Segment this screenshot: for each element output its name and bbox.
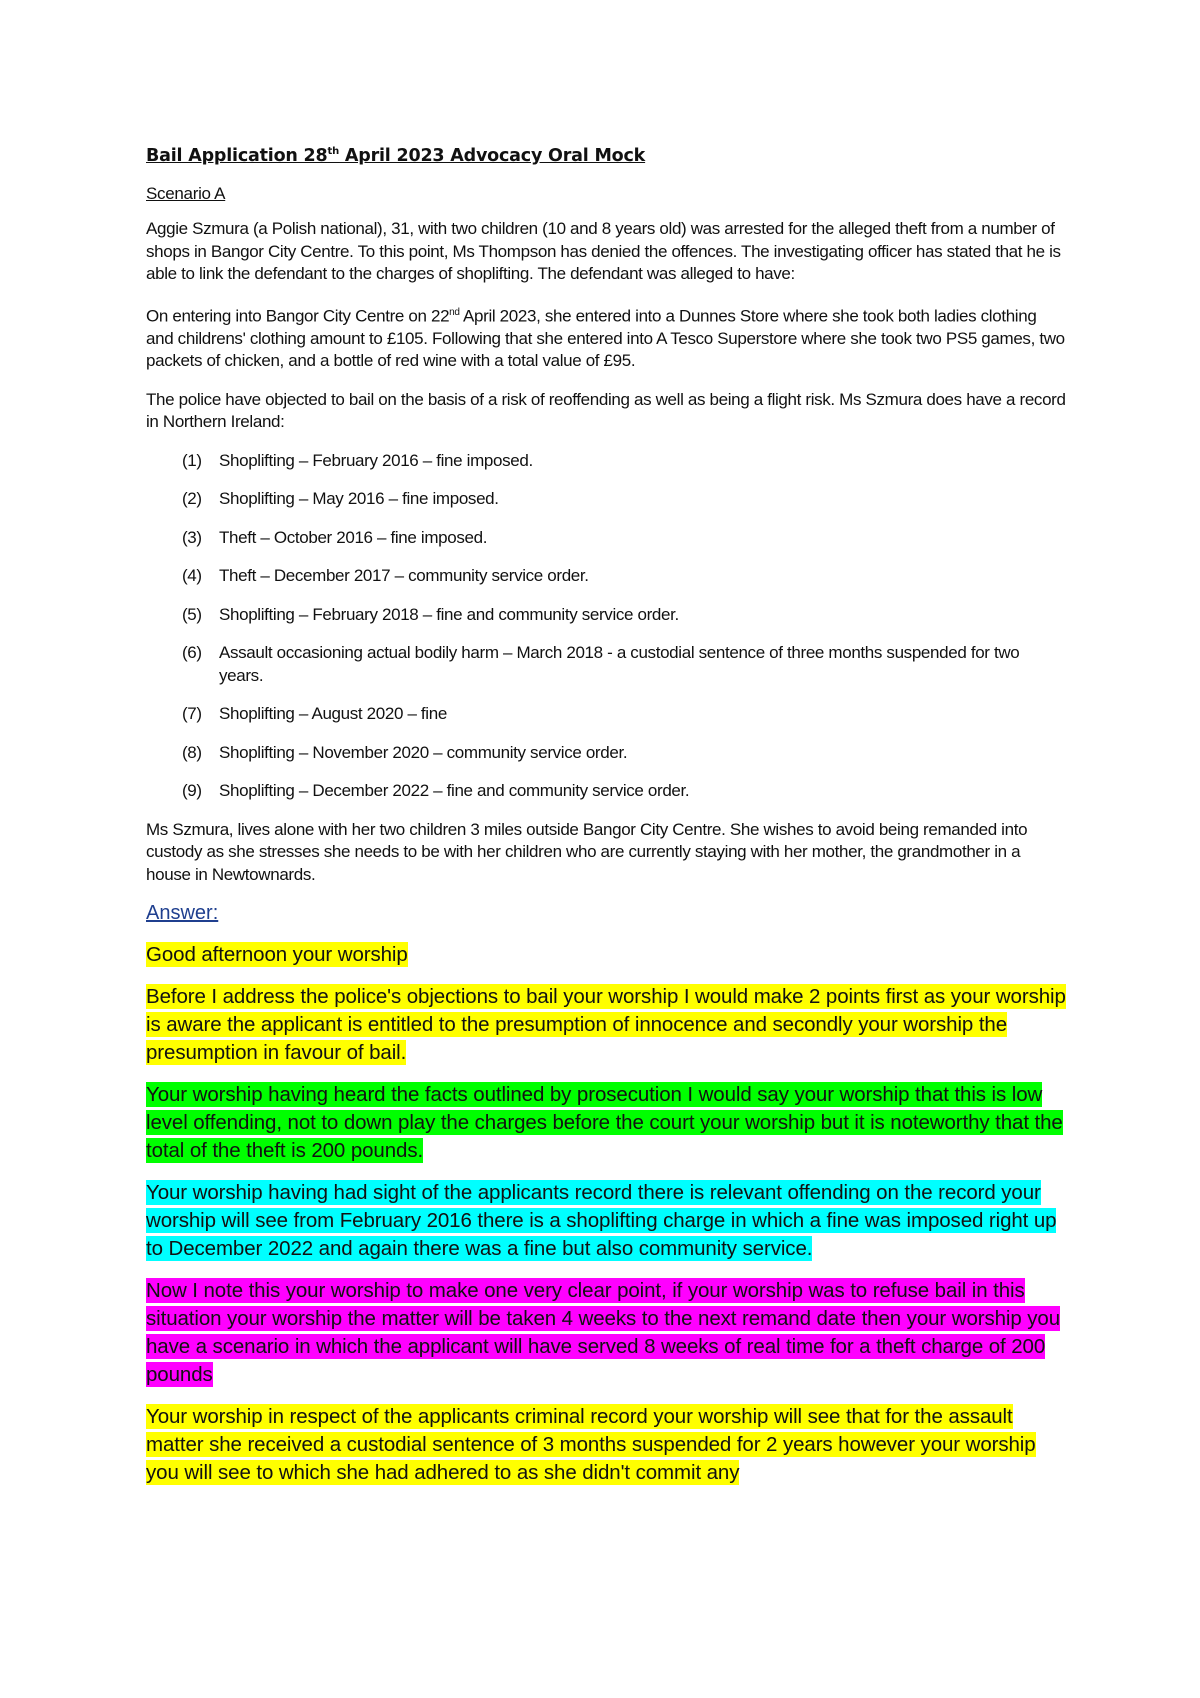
record-item-text: Assault occasioning actual bodily harm – March 2018 - a custodial sentence of three months suspended for two years. bbox=[219, 643, 1020, 685]
title-superscript: th bbox=[327, 146, 340, 158]
record-item bbox=[146, 742, 1066, 765]
title-text-end: April 2023 Advocacy Oral Mock bbox=[339, 146, 646, 166]
record-item bbox=[146, 703, 1066, 726]
document-title bbox=[146, 146, 1066, 166]
record-item-number: (1) bbox=[182, 450, 202, 470]
record-item-text: Shoplifting – August 2020 – fine bbox=[219, 704, 447, 724]
allegation-text-start: On entering into Bangor City Centre on 22 bbox=[146, 306, 450, 326]
answer-heading: Answer: bbox=[146, 902, 219, 925]
record-item-text: Theft – December 2017 – community service order. bbox=[219, 566, 589, 586]
date-superscript: nd bbox=[449, 306, 460, 318]
highlighted-text: Now I note this your worship to make one very clear point, if your worship was to refuse bail in this situation your worship the matter will be taken 4 weeks to the next remand date then your worship you have a scenario in which the applicant will have served 8 weeks of real time for a theft charge of 200 pounds bbox=[146, 1279, 1061, 1387]
allegation-text-end: April 2023, she entered into a Dunnes Store where she took both ladies clothing and childrens' clothing amount to £105. Following that she entered into A Tesco Superstore where she took two PS5 games, two packets of chicken, and a bottle of red wine with a total value of £95. bbox=[146, 306, 1065, 371]
answer-paragraph bbox=[146, 1081, 1066, 1165]
record-item-number: (9) bbox=[182, 781, 202, 801]
record-item bbox=[146, 642, 1066, 687]
highlighted-text: Before I address the police's objections to bail your worship I would make 2 points first as your worship is aware the applicant is entitled to the presumption of innocence and secondly your worship the presumption in favour of bail. bbox=[146, 985, 1066, 1065]
record-item bbox=[146, 780, 1066, 803]
record-item-text: Shoplifting – May 2016 – fine imposed. bbox=[219, 489, 499, 509]
answer-paragraph bbox=[146, 1277, 1066, 1389]
highlighted-text: Good afternoon your worship bbox=[146, 943, 408, 967]
record-item bbox=[146, 450, 1066, 473]
highlighted-text: Your worship having heard the facts outlined by prosecution I would say your worship that this is low level offending, not to down play the charges before the court your worship but it is noteworthy that the total of the theft is 200 pounds. bbox=[146, 1083, 1063, 1163]
record-item-number: (2) bbox=[182, 489, 202, 509]
record-item-number: (4) bbox=[182, 566, 202, 586]
record-item-text: Shoplifting – November 2020 – community service order. bbox=[219, 742, 628, 762]
circumstances-paragraph: Ms Szmura, lives alone with her two children 3 miles outside Bangor City Centre. She wishes to avoid being remanded into custody as she stresses she needs to be with her children who are currently staying with her mother, the grandmother in a house in Newtownards. bbox=[146, 819, 1028, 884]
record-item-number: (5) bbox=[182, 604, 202, 624]
record-item-number: (7) bbox=[182, 704, 202, 724]
record-item-text: Shoplifting – December 2022 – fine and community service order. bbox=[219, 781, 690, 801]
highlighted-text: Your worship in respect of the applicants criminal record your worship will see that for the assault matter she received a custodial sentence of 3 months suspended for 2 years however your worship you will see to which she had adhered to as she didn't commit any bbox=[146, 1405, 1036, 1485]
answer-paragraph bbox=[146, 983, 1066, 1067]
record-item-number: (6) bbox=[182, 643, 202, 663]
highlighted-text: Your worship having had sight of the applicants record there is relevant offending on the record your worship will see from February 2016 there is a shoplifting charge in which a fine was imposed right up to December 2022 and again there was a fine but also community service. bbox=[146, 1181, 1057, 1261]
record-item bbox=[146, 488, 1066, 511]
record-item bbox=[146, 565, 1066, 588]
facts-paragraph: Aggie Szmura (a Polish national), 31, with two children (10 and 8 years old) was arrested for the alleged theft from a number of shops in Bangor City Centre. To this point, Ms Thompson has denied the offences. The investigating officer has stated that he is able to link the defendant to the charges of shoplifting. The defendant was alleged to have: bbox=[146, 219, 1061, 283]
answer-paragraph bbox=[146, 1179, 1066, 1263]
allegation-paragraph bbox=[146, 302, 1066, 373]
record-item bbox=[146, 527, 1066, 550]
document-page bbox=[146, 146, 1066, 1501]
objection-paragraph: The police have objected to bail on the basis of a risk of reoffending as well as being a flight risk. Ms Szmura does have a record in Northern Ireland: bbox=[146, 389, 1066, 432]
scenario-heading: Scenario A bbox=[146, 184, 226, 203]
answer-paragraphs bbox=[146, 941, 1066, 1487]
answer-paragraph bbox=[146, 1403, 1066, 1487]
record-item-text: Shoplifting – February 2018 – fine and community service order. bbox=[219, 604, 679, 624]
record-item-text: Shoplifting – February 2016 – fine imposed. bbox=[219, 450, 533, 470]
record-item-number: (8) bbox=[182, 742, 202, 762]
title-text-start: Bail Application 28 bbox=[146, 146, 328, 166]
record-item bbox=[146, 604, 1066, 627]
record-item-text: Theft – October 2016 – fine imposed. bbox=[219, 527, 488, 547]
answer-paragraph bbox=[146, 941, 1066, 969]
criminal-record-list bbox=[146, 450, 1066, 803]
record-item-number: (3) bbox=[182, 527, 202, 547]
